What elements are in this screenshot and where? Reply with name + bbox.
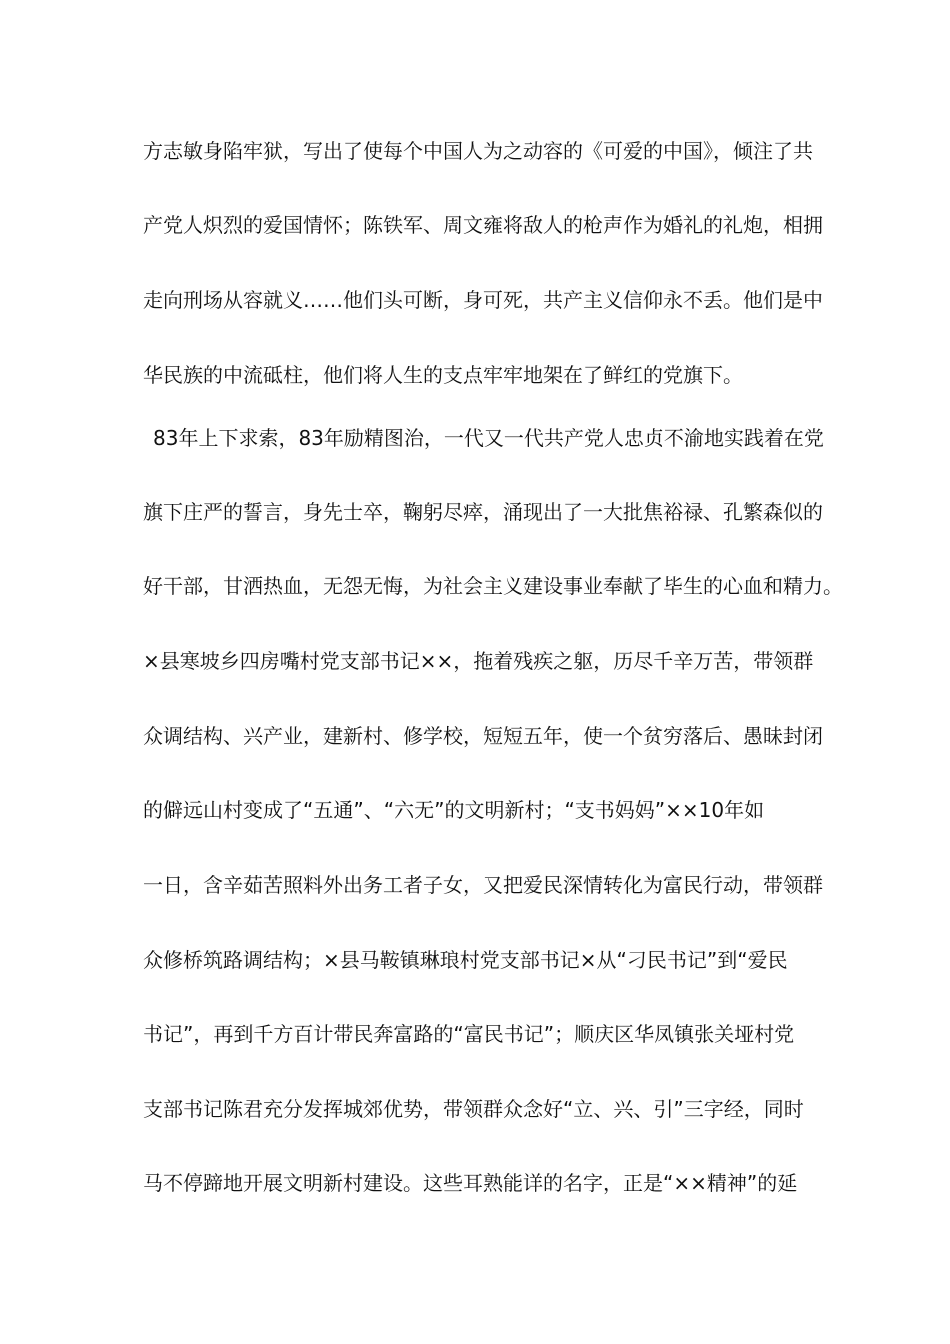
- text-line: 的僻远山村变成了“五通”、“六无”的文明新村；“支书妈妈”××10年如: [143, 798, 765, 822]
- text-line: 一日，含辛茹苦照料外出务工者子女，又把爱民深情转化为富民行动，带领群: [143, 873, 823, 897]
- text-line: 华民族的中流砥柱，他们将人生的支点牢牢地架在了鲜红的党旗下。: [143, 363, 743, 387]
- text-line: 走向刑场从容就义……他们头可断，身可死，共产主义信仰永不丢。他们是中: [143, 288, 823, 312]
- text-line: 众调结构、兴产业，建新村、修学校，短短五年，使一个贫穷落后、愚昧封闭: [143, 724, 823, 748]
- text-line: 旗下庄严的誓言，身先士卒，鞠躬尽瘁，涌现出了一大批焦裕禄、孔繁森似的: [143, 500, 823, 524]
- paragraph-start-line: 83年上下求索，83年励精图治，一代又一代共产党人忠贞不渝地实践着在党: [153, 426, 824, 450]
- text-line: ×县寒坡乡四房嘴村党支部书记××，拖着残疾之躯，历尽千辛万苦，带领群: [143, 649, 814, 673]
- text-line: 众修桥筑路调结构；×县马鞍镇琳琅村党支部书记×从“刁民书记”到“爱民: [143, 948, 788, 972]
- text-line: 产党人炽烈的爱国情怀；陈铁军、周文雍将敌人的枪声作为婚礼的礼炮，相拥: [143, 213, 823, 237]
- text-line: 方志敏身陷牢狱，写出了使每个中国人为之动容的《可爱的中国》，倾注了共: [143, 139, 813, 163]
- text-line: 马不停蹄地开展文明新村建设。这些耳熟能详的名字，正是“××精神”的延: [143, 1171, 798, 1195]
- text-line: 好干部，甘洒热血，无怨无悔，为社会主义建设事业奉献了毕生的心血和精力。: [143, 574, 843, 598]
- text-line: 支部书记陈君充分发挥城郊优势，带领群众念好“立、兴、引”三字经，同时: [143, 1097, 804, 1121]
- text-line: 书记”，再到千方百计带民奔富路的“富民书记”；顺庆区华凤镇张关垭村党: [143, 1022, 795, 1046]
